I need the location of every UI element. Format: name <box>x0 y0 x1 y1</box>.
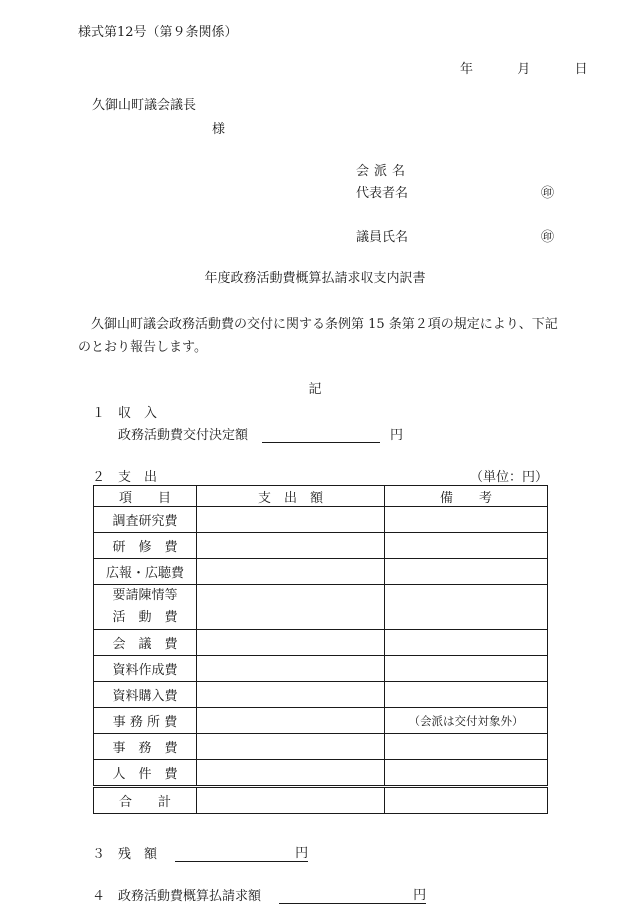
date-line <box>460 58 588 77</box>
faction-label: 会派名 <box>356 164 411 179</box>
row-note: （会派は交付対象外） <box>385 708 548 734</box>
row-item: 調査研究費 <box>94 507 197 533</box>
representative-label: 代表者名 <box>356 186 409 201</box>
row-note <box>385 559 548 585</box>
row-item-line2: 活 動 費 <box>112 610 178 625</box>
row-amount-cell[interactable] <box>197 585 385 630</box>
total-amount-cell[interactable] <box>197 787 385 814</box>
row-amount-cell[interactable] <box>197 708 385 734</box>
income-amount-blank[interactable] <box>262 428 380 443</box>
row-item: 資料購入費 <box>94 682 197 708</box>
member-label: 議員氏名 <box>356 230 409 245</box>
table-row <box>94 656 548 682</box>
table-total-row <box>94 787 548 814</box>
row-note <box>385 760 548 787</box>
table-row <box>94 559 548 585</box>
row-amount-cell[interactable] <box>197 760 385 787</box>
balance-heading: ３ 残 額 <box>92 847 158 862</box>
table-row <box>94 708 548 734</box>
balance-unit: 円 <box>295 846 309 861</box>
expense-table <box>93 485 548 814</box>
section-request <box>92 884 426 904</box>
row-item: 事 務 費 <box>94 734 197 760</box>
row-item: 資料作成費 <box>94 656 197 682</box>
table-row <box>94 682 548 708</box>
row-amount-cell[interactable] <box>197 507 385 533</box>
row-amount-cell[interactable] <box>197 682 385 708</box>
table-row <box>94 533 548 559</box>
row-note <box>385 630 548 656</box>
table-row <box>94 507 548 533</box>
row-item: 会 議 費 <box>94 630 197 656</box>
row-amount-cell[interactable] <box>197 656 385 682</box>
row-item: 広報・広聴費 <box>94 559 197 585</box>
row-item: 研 修 費 <box>94 533 197 559</box>
honorific: 様 <box>212 122 226 137</box>
request-amount-line[interactable] <box>279 884 426 904</box>
header-note: 備 考 <box>385 486 548 507</box>
row-item <box>94 585 197 630</box>
income-line <box>118 424 403 443</box>
row-item: 人 件 費 <box>94 760 197 787</box>
table-row <box>94 585 548 630</box>
income-label: 政務活動費交付決定額 <box>118 428 249 443</box>
row-amount-cell[interactable] <box>197 630 385 656</box>
ki-heading: 記 <box>308 382 322 397</box>
row-note <box>385 734 548 760</box>
table-row <box>94 760 548 787</box>
row-note <box>385 682 548 708</box>
body-text: 久御山町議会政務活動費の交付に関する条例第 15 条第２項の規定により、下記のとおり報告します。 <box>78 317 558 355</box>
section-expense-heading: ２ 支 出 <box>92 470 158 485</box>
header-item: 項 目 <box>94 486 197 507</box>
date-month: 月 <box>517 62 531 77</box>
table-row <box>94 630 548 656</box>
section-income-heading: １ 収 入 <box>92 406 158 421</box>
total-label: 合 計 <box>94 787 197 814</box>
unit-note: （単位：円） <box>470 470 549 485</box>
header-amount: 支 出 額 <box>197 486 385 507</box>
table-row <box>94 734 548 760</box>
row-note <box>385 507 548 533</box>
row-amount-cell[interactable] <box>197 559 385 585</box>
income-unit: 円 <box>390 428 404 443</box>
total-note-cell <box>385 787 548 814</box>
form-number: 様式第12号（第９条関係） <box>78 25 238 40</box>
row-note <box>385 585 548 630</box>
row-amount-cell[interactable] <box>197 734 385 760</box>
row-amount-cell[interactable] <box>197 533 385 559</box>
table-header-row <box>94 486 548 507</box>
date-year: 年 <box>460 62 474 77</box>
request-heading: ４ 政務活動費概算払請求額 <box>92 889 262 904</box>
section-balance <box>92 842 308 862</box>
representative-seal: ㊞ <box>541 186 555 201</box>
row-item: 事 務 所 費 <box>94 708 197 734</box>
addressee: 久御山町議会議長 <box>92 98 197 113</box>
member-seal: ㊞ <box>541 230 555 245</box>
balance-amount-line[interactable] <box>175 842 308 862</box>
row-note <box>385 656 548 682</box>
row-note <box>385 533 548 559</box>
row-item-line1: 要請陳情等 <box>112 588 178 603</box>
date-day: 日 <box>574 62 588 77</box>
request-unit: 円 <box>413 888 427 903</box>
document-title: 年度政務活動費概算払請求収支内訳書 <box>204 271 426 286</box>
